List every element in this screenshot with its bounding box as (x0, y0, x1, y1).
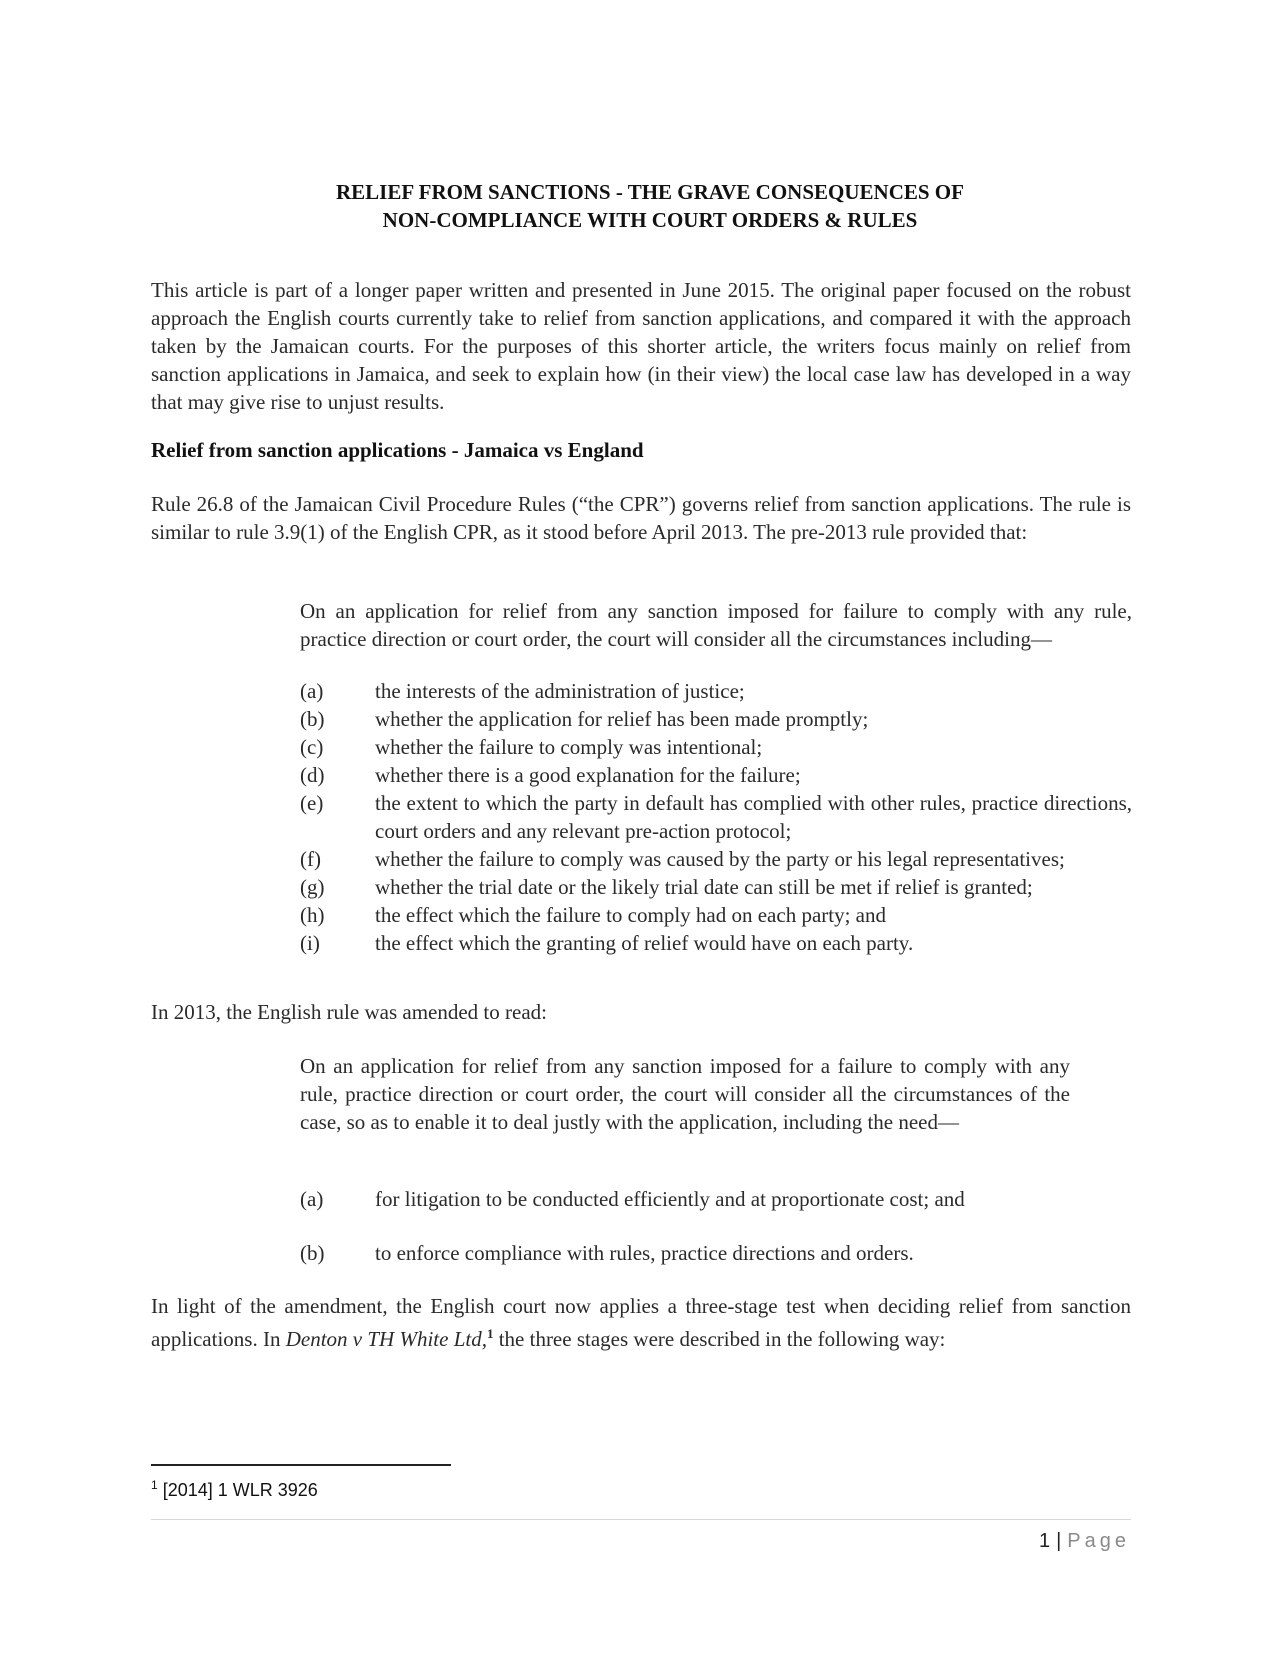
list-item-label: (f) (300, 847, 321, 871)
footnote-mark: 1 (151, 1478, 158, 1492)
amendment-paragraph: In 2013, the English rule was amended to read: (151, 1000, 547, 1024)
footnote (151, 1478, 318, 1501)
title-line-2: NON-COMPLIANCE WITH COURT ORDERS & RULES (382, 208, 918, 232)
list-item-label: (h) (300, 903, 325, 927)
list-item (300, 873, 1132, 901)
quote-2013-lead: On an application for relief from any sanction imposed for a failure to comply with any rule, practice direction or court order, the court will consider all the circumstances of the case, so as to enable it to deal justly with the application, including the need— (300, 1054, 1070, 1134)
list-item-text: whether the application for relief has been made promptly; (375, 707, 869, 731)
page-footer (1039, 1530, 1130, 1553)
list-item (300, 705, 1132, 733)
paragraph-text-before: In light of the amendment, the English court now applies a three-stage test when deciding relief from sanction applications. In (151, 1294, 1131, 1351)
list-item-label: (b) (300, 1241, 325, 1265)
list-item (300, 761, 1132, 789)
footnote-text: [2014] 1 WLR 3926 (157, 1480, 318, 1500)
list-item-text: the effect which the granting of relief would have on each party. (375, 931, 914, 955)
footnote-reference[interactable]: 1 (486, 1326, 494, 1341)
list-item-text: for litigation to be conducted efficiently and at proportionate cost; and (375, 1187, 965, 1211)
list-item-label: (e) (300, 791, 324, 815)
quote-pre-2013-list (300, 677, 1132, 957)
list-item-text: whether the failure to comply was intentional; (375, 735, 763, 759)
list-item (300, 845, 1132, 873)
list-item-text: whether there is a good explanation for the failure; (375, 763, 801, 787)
list-item-label: (a) (300, 679, 324, 703)
list-item-text: to enforce compliance with rules, practice directions and orders. (375, 1241, 914, 1265)
intro-paragraph: This article is part of a longer paper written and presented in June 2015. The original paper focused on the robust approach the English courts currently take to relief from sanction applications, and compared it with the approach taken by the Jamaican courts. For the purposes of this shorter article, the writers focus mainly on relief from sanction applications in Jamaica, and seek to explain how (in their view) the local case law has developed in a way that may give rise to unjust results. (151, 278, 1131, 414)
list-item-label: (i) (300, 931, 320, 955)
page-number: 1 (1038, 1530, 1051, 1552)
list-item-text: the effect which the failure to comply had on each party; and (375, 903, 886, 927)
three-stage-paragraph (151, 1292, 1131, 1353)
quote-pre-2013-lead: On an application for relief from any sanction imposed for failure to comply with any rule, practice direction or court order, the court will consider all the circumstances including— (300, 599, 1132, 651)
footer-separator-bar: | (1056, 1530, 1062, 1552)
list-item (300, 901, 1132, 929)
list-item (300, 1185, 1060, 1213)
list-item (300, 677, 1132, 705)
paragraph-text-after: the three stages were described in the following way: (493, 1327, 946, 1351)
page-label: Page (1067, 1530, 1130, 1552)
list-item (300, 929, 1132, 957)
section-heading: Relief from sanction applications - Jamaica vs England (151, 438, 644, 462)
list-item-text: whether the trial date or the likely trial date can still be met if relief is granted; (375, 875, 1033, 899)
footnote-separator (151, 1464, 451, 1466)
list-item-text: the interests of the administration of justice; (375, 679, 745, 703)
list-item-label: (a) (300, 1187, 324, 1211)
case-name: Denton v TH White Ltd, (285, 1327, 487, 1351)
rule-paragraph: Rule 26.8 of the Jamaican Civil Procedure Rules (“the CPR”) governs relief from sanction applications. The rule is similar to rule 3.9(1) of the English CPR, as it stood before April 2013. The pre-2013 rule provided that: (151, 492, 1131, 544)
document-title (150, 178, 1150, 234)
list-item-text: the extent to which the party in default has complied with other rules, practice directions, court orders and any relevant pre-action protocol; (375, 791, 1132, 843)
list-item-label: (d) (300, 763, 325, 787)
title-line-1: RELIEF FROM SANCTIONS - THE GRAVE CONSEQUENCES OF (336, 180, 964, 204)
list-item (300, 733, 1132, 761)
list-item-label: (g) (300, 875, 325, 899)
list-item (300, 789, 1132, 845)
list-item-label: (c) (300, 735, 324, 759)
list-item-text: whether the failure to comply was caused by the party or his legal representatives; (375, 847, 1065, 871)
list-item (300, 1239, 1060, 1267)
footer-separator (151, 1519, 1131, 1520)
list-item-label: (b) (300, 707, 325, 731)
